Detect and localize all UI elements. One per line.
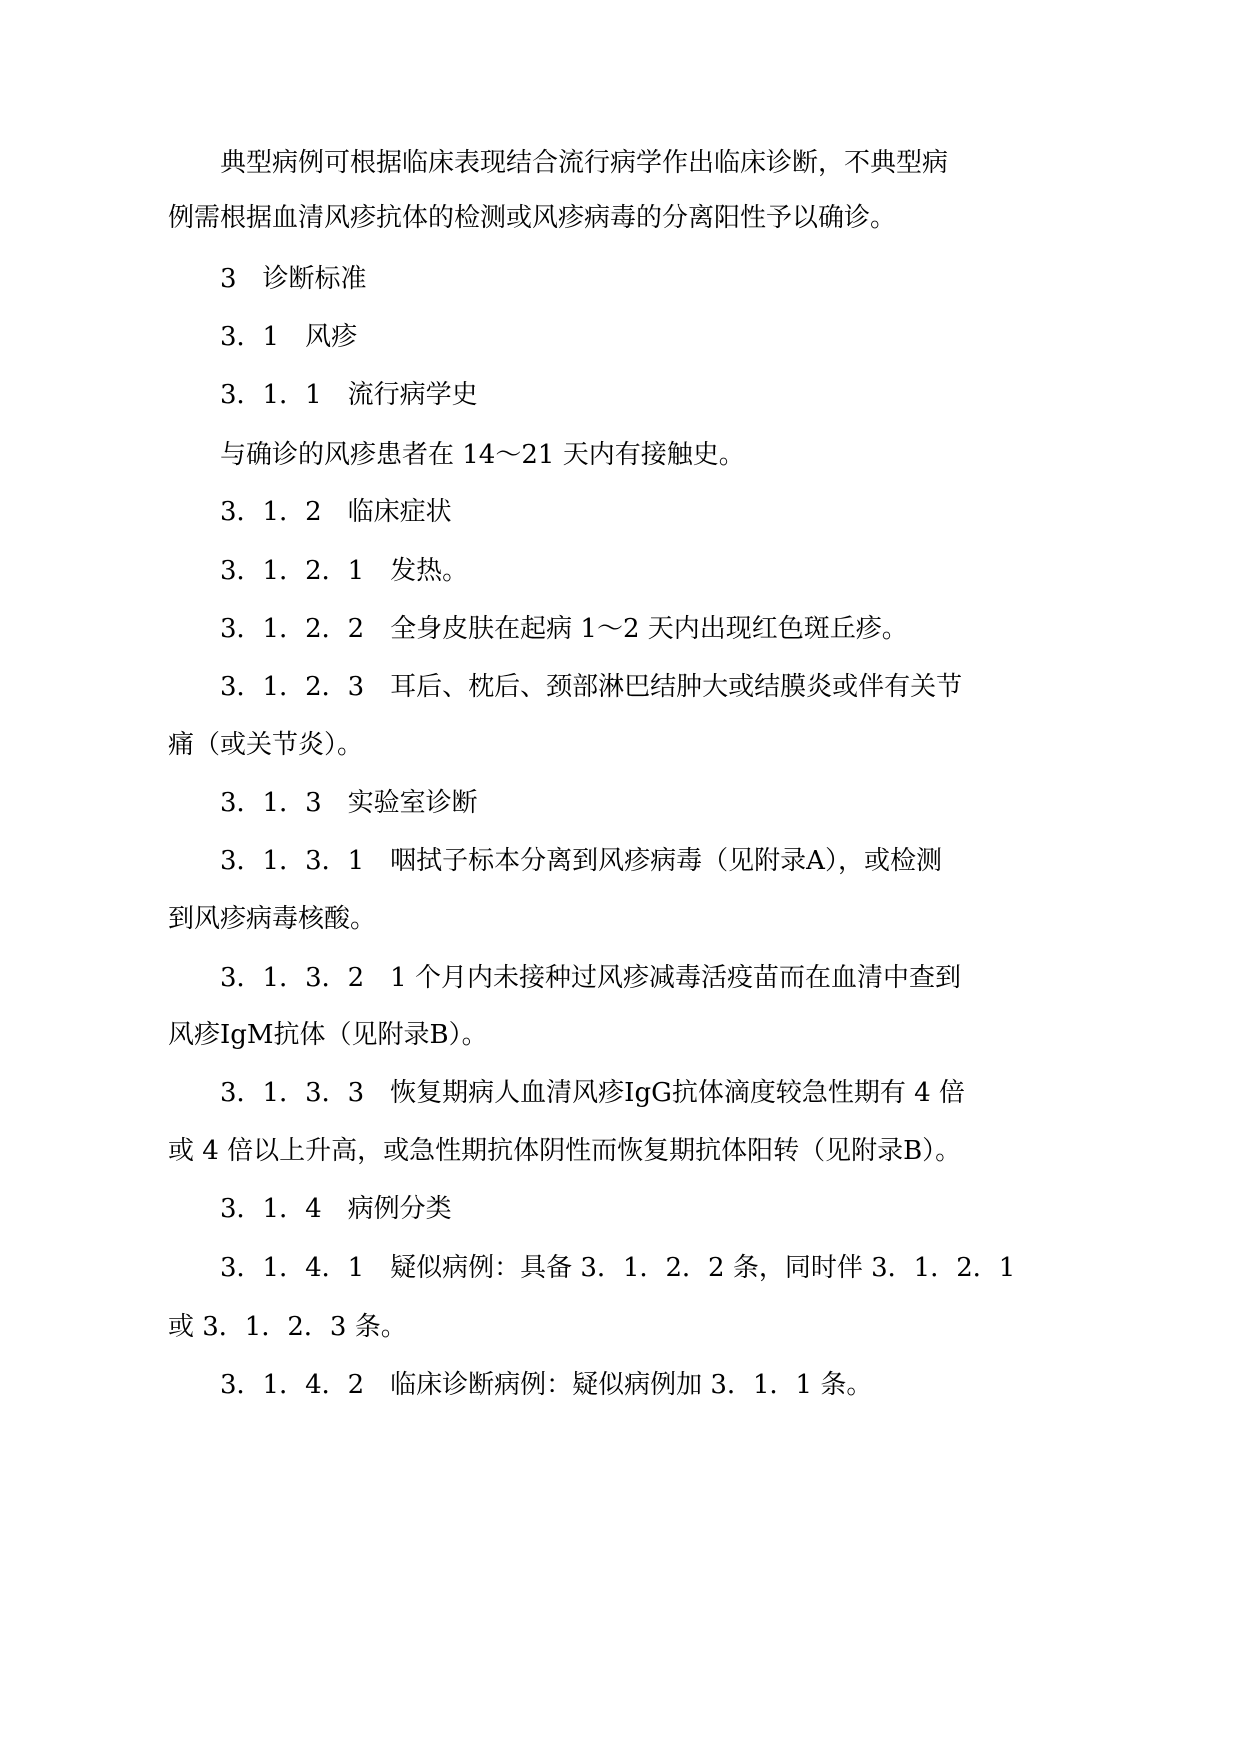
text-line: 3．1．2．2 全身皮肤在起病 1～2 天内出现红色斑丘疹。 <box>220 614 908 644</box>
text-line: 痛（或关节炎）。 <box>168 730 364 760</box>
text-line: 3．1．2 临床症状 <box>220 497 452 527</box>
text-line: 3．1．4．1 疑似病例：具备 3．1．2．2 条，同时伴 3．1．2．1 <box>220 1253 1016 1283</box>
text-line: 3．1．4．2 临床诊断病例：疑似病例加 3．1．1 条。 <box>220 1370 873 1400</box>
text-line: 典型病例可根据临床表现结合流行病学作出临床诊断，不典型病 <box>220 148 949 178</box>
text-line: 3．1．3．3 恢复期病人血清风疹IgG抗体滴度较急性期有 4 倍 <box>220 1078 965 1108</box>
text-line: 例需根据血清风疹抗体的检测或风疹病毒的分离阳性予以确诊。 <box>168 203 897 233</box>
text-line: 3．1 风疹 <box>220 322 358 352</box>
text-line: 或 3．1．2．3 条。 <box>168 1312 407 1342</box>
text-line: 3．1．3 实验室诊断 <box>220 788 478 818</box>
text-line: 到风疹病毒核酸。 <box>168 904 377 934</box>
text-line: 3．1．3．1 咽拭子标本分离到风疹病毒（见附录A），或检测 <box>220 846 942 876</box>
text-line: 风疹IgM抗体（见附录B）。 <box>168 1020 488 1050</box>
text-line: 3．1．2．3 耳后、枕后、颈部淋巴结肿大或结膜炎或伴有关节 <box>220 672 963 702</box>
text-line: 与确诊的风疹患者在 14～21 天内有接触史。 <box>220 440 745 470</box>
text-line: 3 诊断标准 <box>220 264 367 294</box>
text-line: 3．1．3．2 1 个月内未接种过风疹减毒活疫苗而在血清中查到 <box>220 963 961 993</box>
text-line: 3．1．2．1 发热。 <box>220 556 469 586</box>
text-line: 3．1．1 流行病学史 <box>220 380 478 410</box>
text-line: 3．1．4 病例分类 <box>220 1194 452 1224</box>
text-line: 或 4 倍以上升高，或急性期抗体阴性而恢复期抗体阳转（见附录B）。 <box>168 1136 962 1166</box>
